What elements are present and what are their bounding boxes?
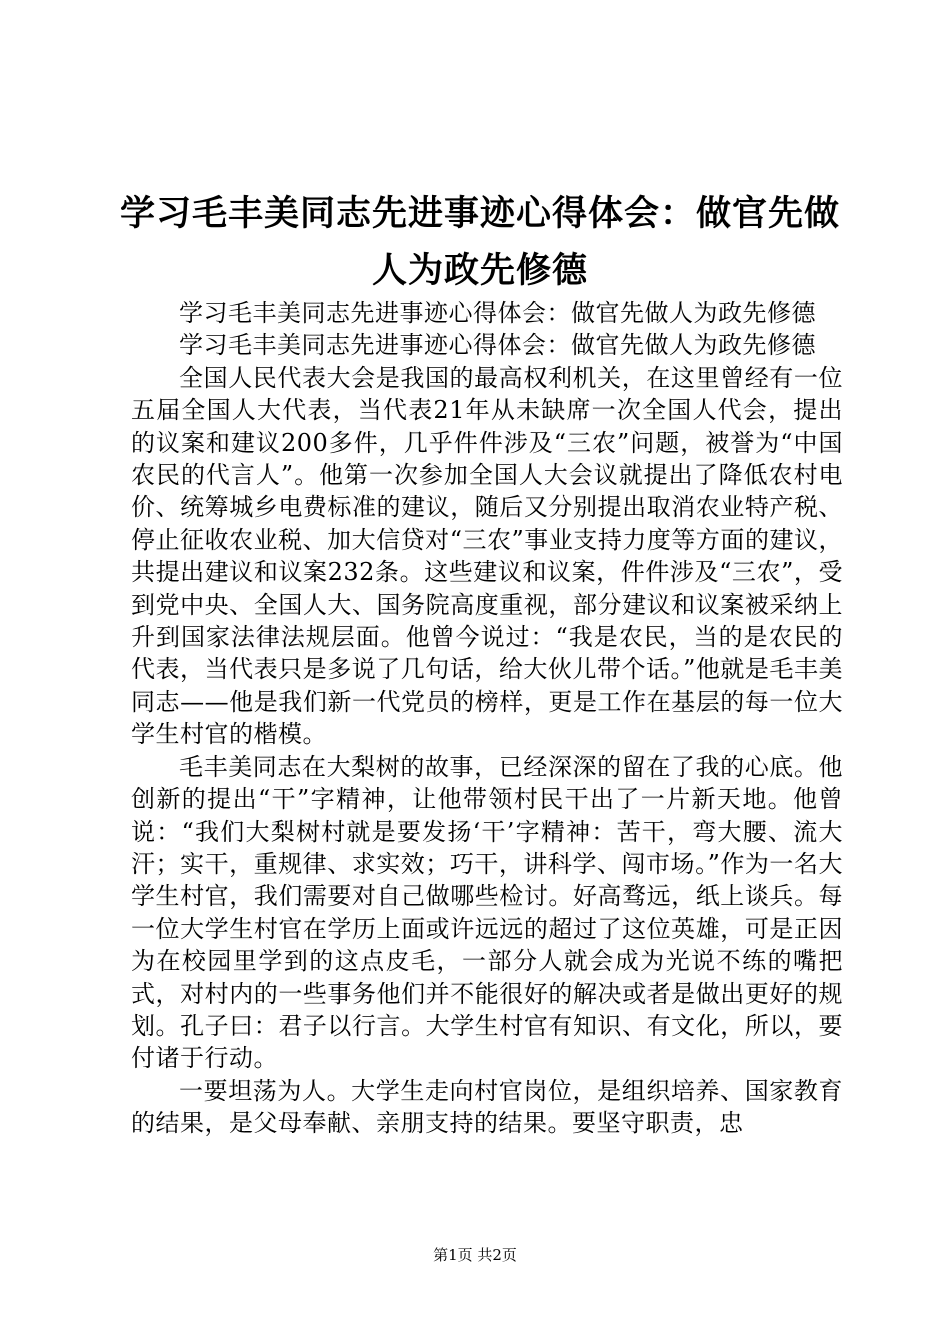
paragraph: 全国人民代表大会是我国的最高权利机关，在这里曾经有一位五届全国人大代表，当代表21年从未缺席一次全国人代会，提出的议案和建议200多件，几乎件件涉及“三农”问题，被誉为“中国农民的代言人”。他第一次参加全国人大会议就提出了降低农村电价、统筹城乡电费标准的建议，随后又分别提出取消农业特产税、停止征收农业税、加大信贷对“三农”事业支持力度等方面的建议，共提出建议和议案232条。这些建议和议案，件件涉及“三农”，受到党中央、全国人大、国务院高度重视，部分建议和议案被采纳上升到国家法律法规层面。他曾今说过：“我是农民，当的是农民的代表，当代表只是多说了几句话，给大伙儿带个话。”他就是毛丰美同志——他是我们新一代党员的榜样，更是工作在基层的每一位大学生村官的楷模。: [131, 363, 843, 749]
title-line-2: 人为政先修德: [371, 251, 588, 291]
paragraph: 学习毛丰美同志先进事迹心得体会：做官先做人为政先修德: [179, 331, 816, 360]
paragraph: 一要坦荡为人。大学生走向村官岗位，是组织培养、国家教育的结果，是父母奉献、亲朋支持的结果。要坚守职责，忠: [131, 1076, 843, 1138]
paragraph: 学习毛丰美同志先进事迹心得体会：做官先做人为政先修德: [179, 299, 816, 327]
paragraph: 毛丰美同志在大梨树的故事，已经深深的留在了我的心底。他创新的提出“干”字精神，让他带领村民干出了一片新天地。他曾说：“我们大梨树村就是要发扬‘干’字精神：苦干，弯大腰、流大汗；实干，重规律、求实效；巧干，讲科学、闯市场。”作为一名大学生村官，我们需要对自己做哪些检讨。好高骛远，纸上谈兵。每一位大学生村官在学历上面或许远远的超过了这位英雄，可是正因为在校园里学到的这点皮毛，一部分人就会成为光说不练的嘴把式，对村内的一些事务他们并不能很好的解决或者是做出更好的规划。孔子曰：君子以行言。大学生村官有知识、有文化，所以，要付诸于行动。: [131, 752, 843, 1073]
page-footer: [0, 1245, 950, 1265]
page-number: 第1页 共2页: [433, 1246, 517, 1264]
title-line-1: 学习毛丰美同志先进事迹心得体会：做官先做: [120, 194, 841, 234]
document-body: [131, 297, 843, 1140]
document-title: [120, 186, 840, 300]
